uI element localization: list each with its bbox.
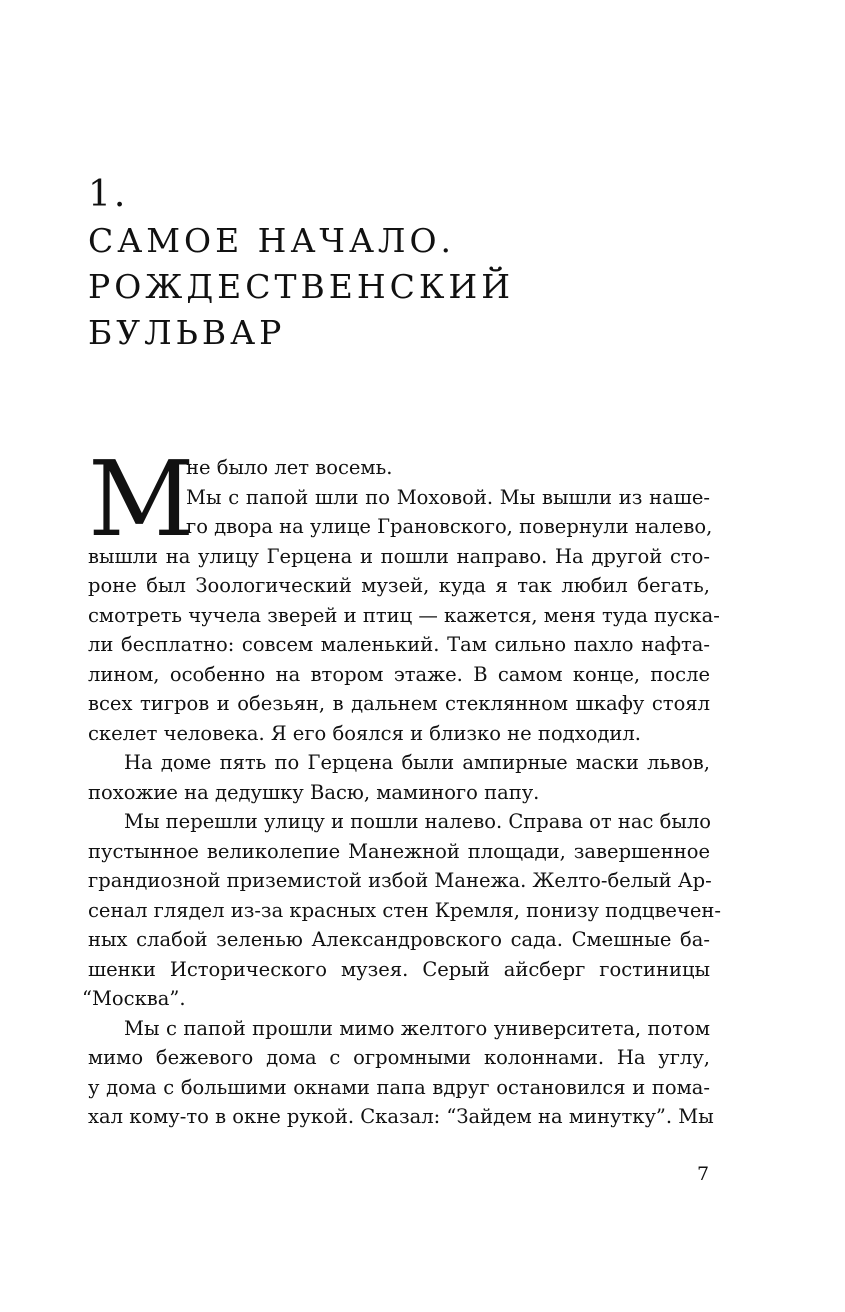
drop-cap: М	[88, 438, 195, 560]
text-line: лином, особенно на втором этаже. В самом конце, после	[88, 662, 710, 686]
chapter-number: 1.	[88, 174, 129, 215]
chapter-title	[88, 218, 728, 356]
text-line: “Москва”.	[82, 987, 186, 1010]
text-line: всех тигров и обезьян, в дальнем стеклянном шкафу стоял	[88, 692, 710, 715]
chapter-title-line: САМОЕ НАЧАЛО.	[88, 221, 456, 260]
text-line: сенал глядел из-за красных стен Кремля, понизу подцвечен-	[88, 898, 721, 922]
text-line: роне был Зоологический музей, куда я так любил бегать,	[88, 574, 710, 597]
text-line: Мы с папой прошли мимо желтого университета, потом	[124, 1016, 710, 1040]
text-line: у дома с большими окнами папа вдруг остановился и пома-	[88, 1075, 710, 1099]
text-line: шенки Исторического музея. Серый айсберг гостиницы	[88, 957, 710, 981]
text-line: мимо бежевого дома с огромными колоннами. На углу,	[88, 1046, 710, 1069]
text-line: скелет человека. Я его боялся и близко не подходил.	[88, 721, 641, 745]
page-number: 7	[697, 1163, 710, 1185]
text-line: не было лет восемь.	[186, 456, 393, 479]
text-line: смотреть чучела зверей и птиц — кажется, меня туда пуска-	[88, 603, 720, 627]
text-line: На доме пять по Герцена были ампирные маски львов,	[124, 751, 710, 774]
chapter-title-line: БУЛЬВАР	[88, 313, 286, 352]
text-line: похожие на дедушку Васю, маминого папу.	[88, 780, 540, 804]
text-line: го двора на улице Грановского, повернули налево,	[186, 515, 713, 538]
text-line: вышли на улицу Герцена и пошли направо. На другой сто-	[88, 544, 710, 568]
text-line: хал кому-то в окне рукой. Сказал: “Зайдем на минутку”. Мы	[88, 1105, 714, 1128]
text-line: ли бесплатно: совсем маленький. Там сильно пахло нафта-	[88, 633, 710, 656]
text-line: грандиозной приземистой избой Манежа. Желто-белый Ар-	[88, 869, 712, 892]
text-line: пустынное великолепие Манежной площади, завершенное	[88, 839, 710, 863]
text-line: ных слабой зеленью Александровского сада. Смешные ба-	[88, 928, 710, 951]
text-line: Мы перешли улицу и пошли налево. Справа от нас было	[124, 810, 712, 833]
chapter-title-line: РОЖДЕСТВЕНСКИЙ	[88, 267, 514, 306]
text-line: Мы с папой шли по Моховой. Мы вышли из наше-	[186, 485, 710, 509]
body-text	[82, 438, 721, 1132]
